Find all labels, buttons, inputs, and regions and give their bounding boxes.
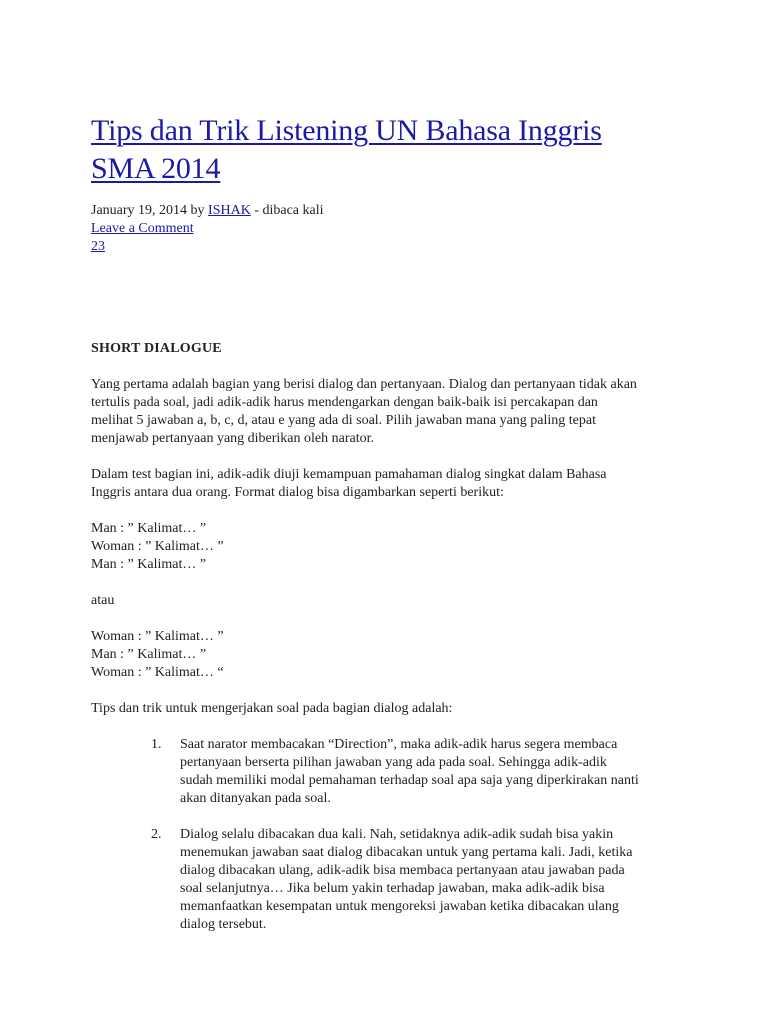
post-date: January 19, 2014 by (91, 203, 205, 218)
list-line: dialog tersebut. (180, 917, 267, 932)
view-count-text: - dibaca kali (254, 203, 324, 218)
list-line: sudah memiliki modal pemahaman terhadap soal apa saja yang diperkirakan nanti (180, 773, 639, 788)
dialog-line: Woman : ” Kalimat… ” (91, 539, 224, 554)
title-line-1: Tips dan Trik Listening UN Bahasa Inggris (91, 114, 602, 147)
section-heading: SHORT DIALOGUE (91, 341, 222, 356)
list-line: akan ditanyakan pada soal. (180, 791, 331, 806)
dialog-line: Man : ” Kalimat… ” (91, 647, 207, 662)
paragraph-line: Inggris antara dua orang. Format dialog bisa digambarkan seperti berikut: (91, 485, 504, 500)
list-line: memanfaatkan kesempatan untuk mengoreksi jawaban ketika dibacakan ulang (180, 899, 619, 914)
paragraph-line: melihat 5 jawaban a, b, c, d, atau e yang ada di soal. Pilih jawaban mana yang paling tepat (91, 413, 596, 428)
list-item-text (180, 736, 639, 808)
post-meta (91, 202, 324, 220)
paragraph-line: tertulis pada soal, jadi adik-adik harus mendengarkan dengan baik-baik isi percakapan dan (91, 395, 598, 410)
comment-count-link[interactable]: 23 (91, 239, 105, 254)
paragraph-line: menjawab pertanyaan yang diberikan oleh narator. (91, 431, 374, 446)
leave-comment-link[interactable]: Leave a Comment (91, 221, 194, 236)
list-line: Saat narator membacakan “Direction”, maka adik-adik harus segera membaca (180, 737, 618, 752)
dialog-example-1 (91, 520, 701, 574)
paragraph-line: Yang pertama adalah bagian yang berisi dialog dan pertanyaan. Dialog dan pertanyaan tidak akan (91, 377, 637, 392)
list-line: dialog dibacakan ulang, adik-adik bisa membaca pertanyaan atau jawaban pada (180, 863, 625, 878)
dialog-line: Man : ” Kalimat… ” (91, 521, 207, 536)
dialog-line: Woman : ” Kalimat… ” (91, 629, 224, 644)
list-line: soal selanjutnya… Jika belum yakin terhadap jawaban, maka adik-adik bisa (180, 881, 605, 896)
list-number: 1. (151, 737, 162, 752)
author-link[interactable]: ISHAK (208, 203, 251, 218)
dialog-separator: atau (91, 593, 115, 608)
list-item-text (180, 826, 633, 934)
title-line-2: SMA 2014 (91, 152, 221, 185)
dialog-line: Man : ” Kalimat… ” (91, 557, 207, 572)
article-title (91, 112, 691, 188)
list-line: Dialog selalu dibacakan dua kali. Nah, setidaknya adik-adik sudah bisa yakin (180, 827, 614, 842)
article-title-link[interactable] (91, 112, 691, 188)
tips-intro: Tips dan trik untuk mengerjakan soal pada bagian dialog adalah: (91, 701, 453, 716)
dialog-line: Woman : ” Kalimat… “ (91, 665, 224, 680)
dialog-example-2 (91, 628, 701, 682)
list-line: pertanyaan berserta pilihan jawaban yang ada pada soal. Sehingga adik-adik (180, 755, 607, 770)
paragraph-intro (91, 376, 701, 448)
paragraph-line: Dalam test bagian ini, adik-adik diuji kemampuan pamahaman dialog singkat dalam Bahasa (91, 467, 607, 482)
list-number: 2. (151, 827, 162, 842)
paragraph-format (91, 466, 701, 502)
list-line: menemukan jawaban saat dialog dibacakan untuk yang pertama kali. Jadi, ketika (180, 845, 633, 860)
